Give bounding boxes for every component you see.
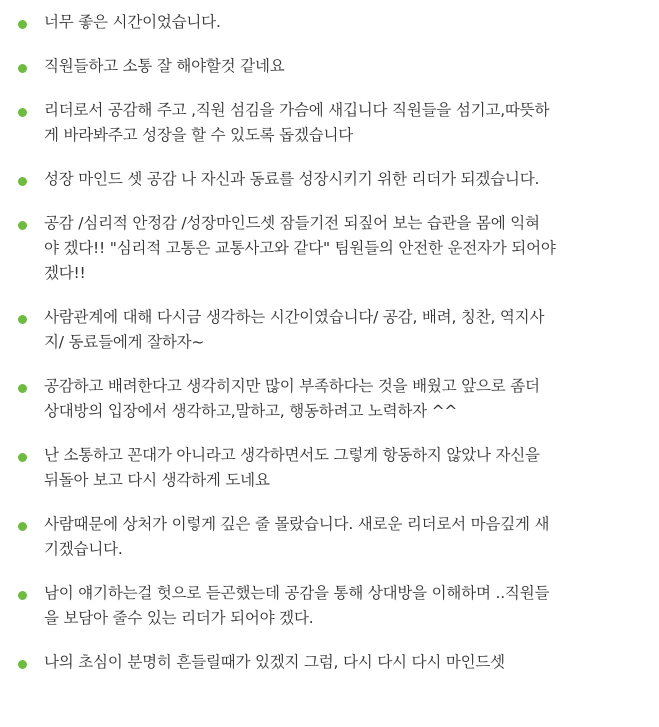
comment-text: 남이 얘기하는걸 헛으로 듣곤했는데 공감을 통해 상대방을 이해하며 ..직원들 을 보담아 줄수 있는 리더가 되어야 겠다. xyxy=(44,584,550,627)
bullet-dot-icon xyxy=(18,453,27,462)
list-item xyxy=(18,581,639,631)
comment-text: 공감하고 배려한다고 생각히지만 많이 부족하다는 것을 배웠고 앞으로 좀더 상대방의 입장에서 생각하고,말하고, 행동하려고 노력하자 ^^ xyxy=(44,377,540,420)
list-item xyxy=(18,54,639,79)
list-item xyxy=(18,512,639,562)
comment-text: 성장 마인드 셋 공감 나 자신과 동료를 성장시키기 위한 리더가 되겠습니다. xyxy=(44,170,540,188)
comment-text: 공감 /심리적 안정감 /성장마인드셋 잠들기전 되짚어 보는 습관을 몸에 익혀 야 겠다!! "심리적 고통은 교통사고와 같다" 팀원들의 안전한 운전자가 되어야 겠다!! xyxy=(44,214,556,282)
bullet-dot-icon xyxy=(18,20,27,29)
comment-text: 리더로서 공감해 주고 ,직원 섬김을 가슴에 새깁니다 직원들을 섬기고,따뜻하 게 바라봐주고 성장을 할 수 있도록 돕겠습니다 xyxy=(44,101,550,144)
list-item xyxy=(18,374,639,424)
comment-text: 난 소통하고 꼰대가 아니라고 생각하면서도 그렇게 항동하지 않았나 자신을 뒤돌아 보고 다시 생각하게 도네요 xyxy=(44,446,540,489)
comment-text: 너무 좋은 시간이었습니다. xyxy=(44,13,221,31)
comment-text: 사람때문에 상처가 이렇게 깊은 줄 몰랐습니다. 새로운 리더로서 마음깊게 새 기겠습니다. xyxy=(44,515,550,558)
list-item xyxy=(18,650,639,675)
bullet-dot-icon xyxy=(18,522,27,531)
bullet-dot-icon xyxy=(18,177,27,186)
comment-text: 직원들하고 소통 잘 해야할것 같네요 xyxy=(44,57,285,75)
bullet-dot-icon xyxy=(18,660,27,669)
list-item xyxy=(18,305,639,355)
bullet-dot-icon xyxy=(18,221,27,230)
comment-text: 나의 초심이 분명히 흔들릴때가 있겠지 그럼, 다시 다시 다시 마인드셋 xyxy=(44,653,505,671)
list-item xyxy=(18,98,639,148)
bullet-dot-icon xyxy=(18,384,27,393)
list-item xyxy=(18,10,639,35)
bullet-dot-icon xyxy=(18,108,27,117)
bullet-dot-icon xyxy=(18,315,27,324)
list-item xyxy=(18,211,639,286)
bullet-dot-icon xyxy=(18,64,27,73)
bullet-dot-icon xyxy=(18,591,27,600)
list-item xyxy=(18,443,639,493)
list-item xyxy=(18,167,639,192)
comment-text: 사람관계에 대해 다시금 생각하는 시간이였습니다/ 공감, 배려, 칭찬, 역지사 지/ 동료들에게 잘하자~ xyxy=(44,308,545,351)
